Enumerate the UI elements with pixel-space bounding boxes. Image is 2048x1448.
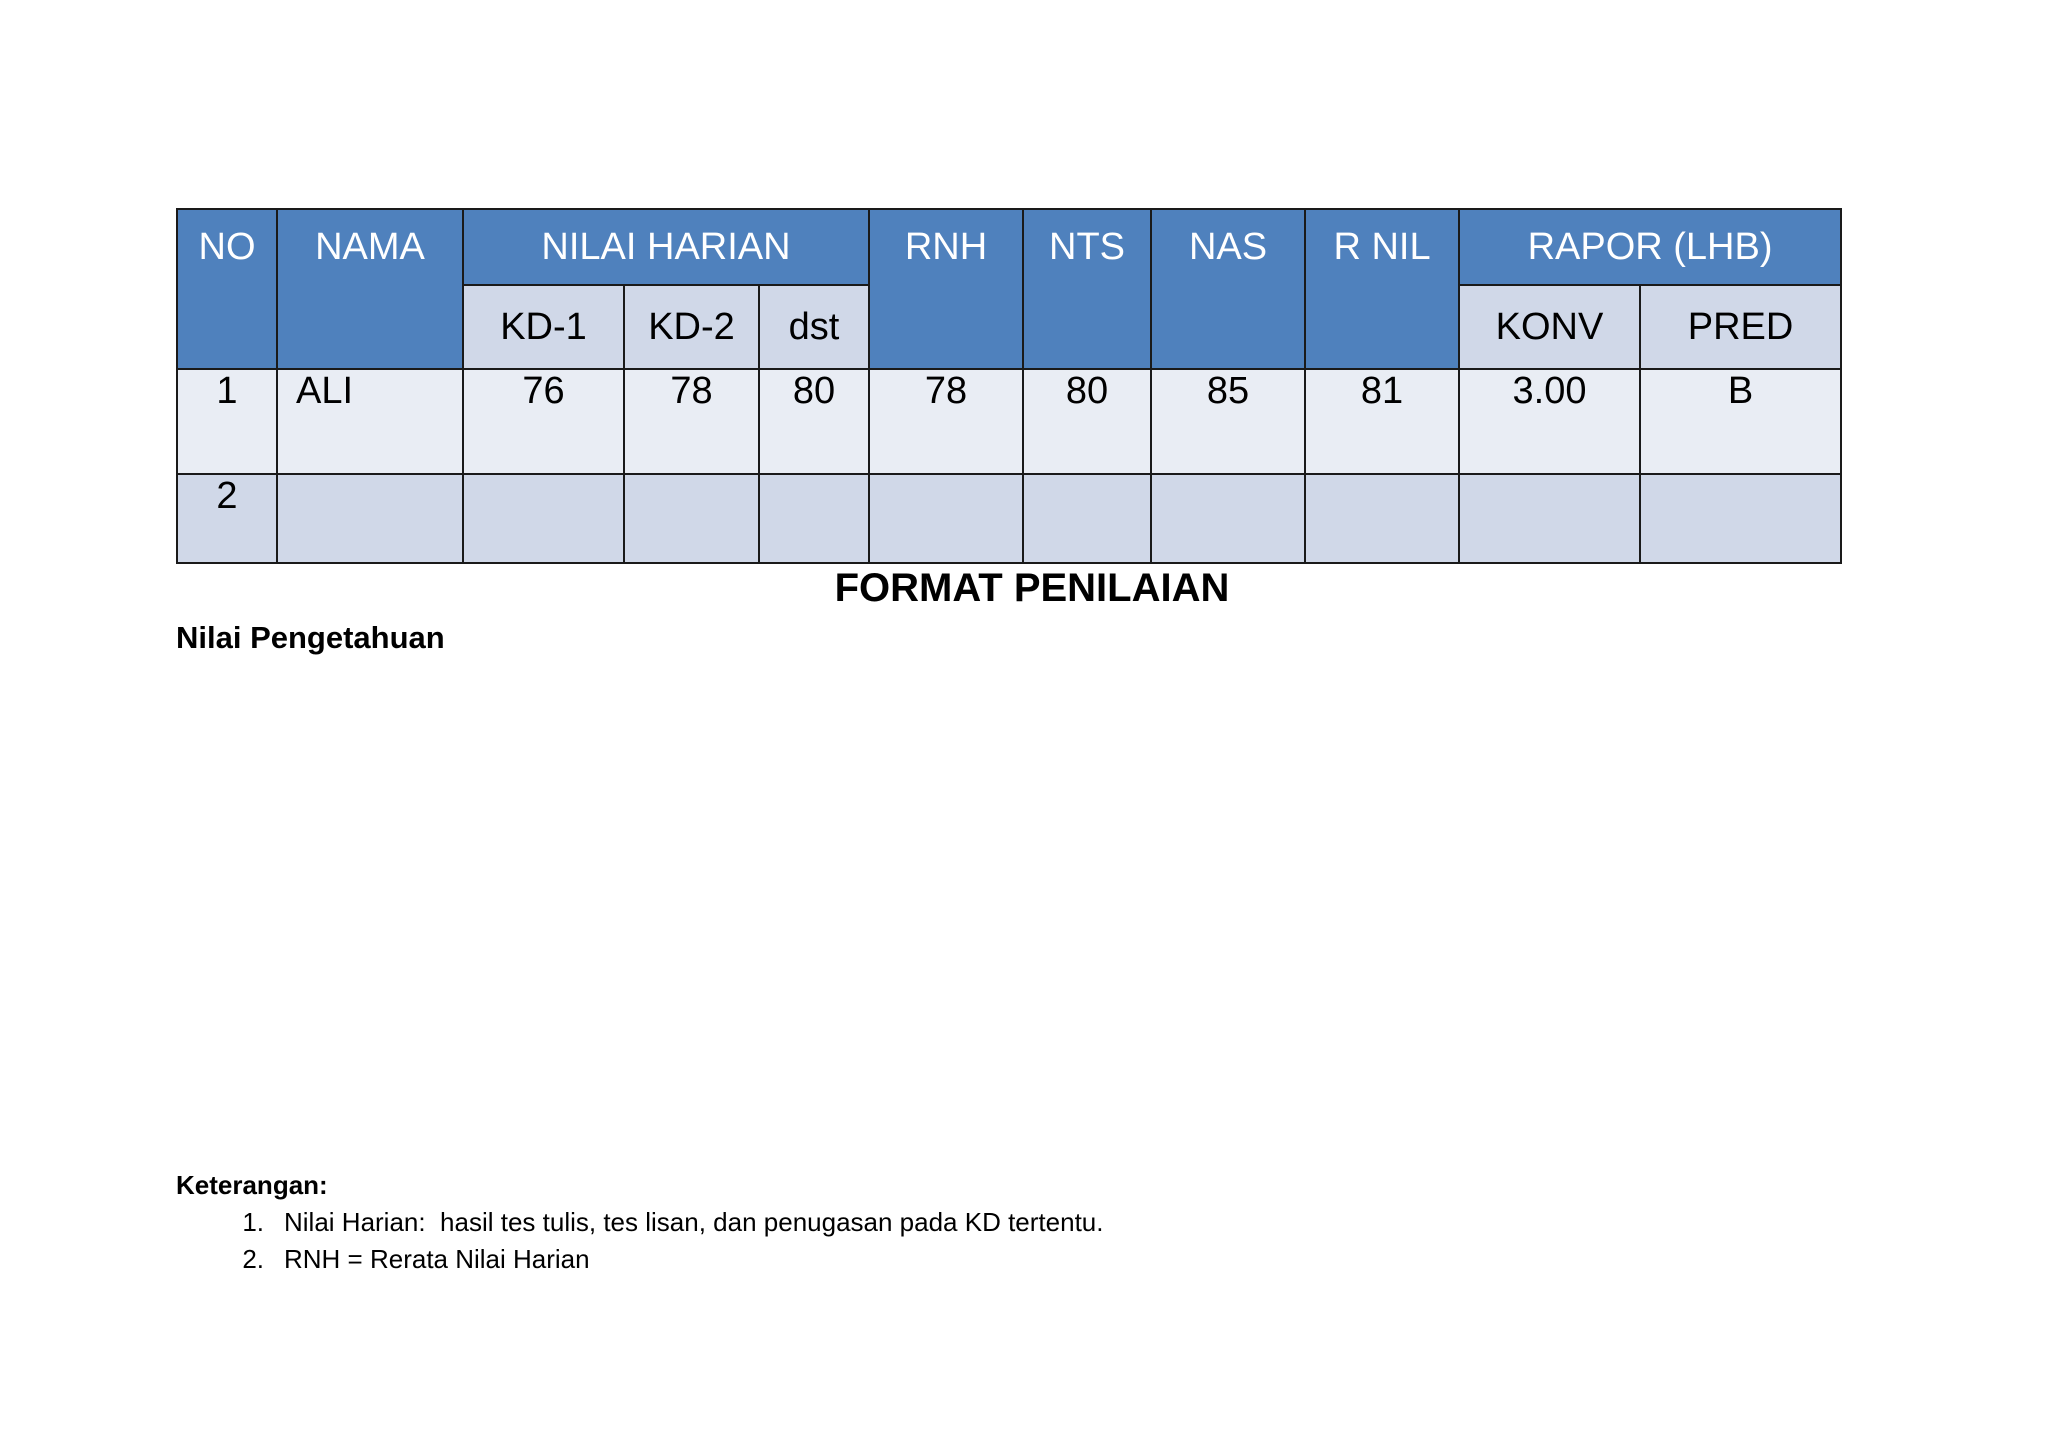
cell-r-nil: 81 xyxy=(1305,369,1459,474)
cell-dst xyxy=(759,474,869,563)
cell-kd2 xyxy=(624,474,759,563)
list-item-number: 2. xyxy=(242,1244,264,1274)
header-nama: NAMA xyxy=(277,209,463,369)
cell-nama: ALI xyxy=(277,369,463,474)
header-nas: NAS xyxy=(1151,209,1305,369)
list-item xyxy=(176,1204,1103,1241)
cell-kd2: 78 xyxy=(624,369,759,474)
header-nts: NTS xyxy=(1023,209,1151,369)
cell-nas: 85 xyxy=(1151,369,1305,474)
subheader-kd1: KD-1 xyxy=(463,285,624,369)
notes-list xyxy=(176,1204,1103,1278)
cell-no: 2 xyxy=(177,474,277,563)
cell-nama xyxy=(277,474,463,563)
subheader-kd2: KD-2 xyxy=(624,285,759,369)
subheader-konv: KONV xyxy=(1459,285,1640,369)
cell-nts xyxy=(1023,474,1151,563)
list-item-text: Nilai Harian: hasil tes tulis, tes lisan, dan penugasan pada KD tertentu. xyxy=(284,1207,1104,1237)
page-title: FORMAT PENILAIAN xyxy=(834,566,1230,610)
grades-table xyxy=(176,208,1842,564)
subheader-dst: dst xyxy=(759,285,869,369)
subheader-pred: PRED xyxy=(1640,285,1841,369)
cell-konv: 3.00 xyxy=(1459,369,1640,474)
notes-heading: Keterangan: xyxy=(176,1170,328,1200)
cell-konv xyxy=(1459,474,1640,563)
list-item xyxy=(176,1241,1103,1278)
header-no: NO xyxy=(177,209,277,369)
section-subtitle: Nilai Pengetahuan xyxy=(176,620,445,655)
header-rapor: RAPOR (LHB) xyxy=(1459,209,1841,285)
header-r-nil: R NIL xyxy=(1305,209,1459,369)
cell-kd1 xyxy=(463,474,624,563)
header-rnh: RNH xyxy=(869,209,1023,369)
cell-rnh xyxy=(869,474,1023,563)
table-row xyxy=(177,369,1841,474)
cell-nas xyxy=(1151,474,1305,563)
table-row xyxy=(177,474,1841,563)
list-item-text: RNH = Rerata Nilai Harian xyxy=(284,1244,590,1274)
header-nilai-harian: NILAI HARIAN xyxy=(463,209,869,285)
cell-rnh: 78 xyxy=(869,369,1023,474)
cell-no: 1 xyxy=(177,369,277,474)
cell-r-nil xyxy=(1305,474,1459,563)
cell-pred: B xyxy=(1640,369,1841,474)
header-row xyxy=(177,209,1841,285)
cell-pred xyxy=(1640,474,1841,563)
cell-nts: 80 xyxy=(1023,369,1151,474)
cell-kd1: 76 xyxy=(463,369,624,474)
list-item-number: 1. xyxy=(242,1207,264,1237)
cell-dst: 80 xyxy=(759,369,869,474)
